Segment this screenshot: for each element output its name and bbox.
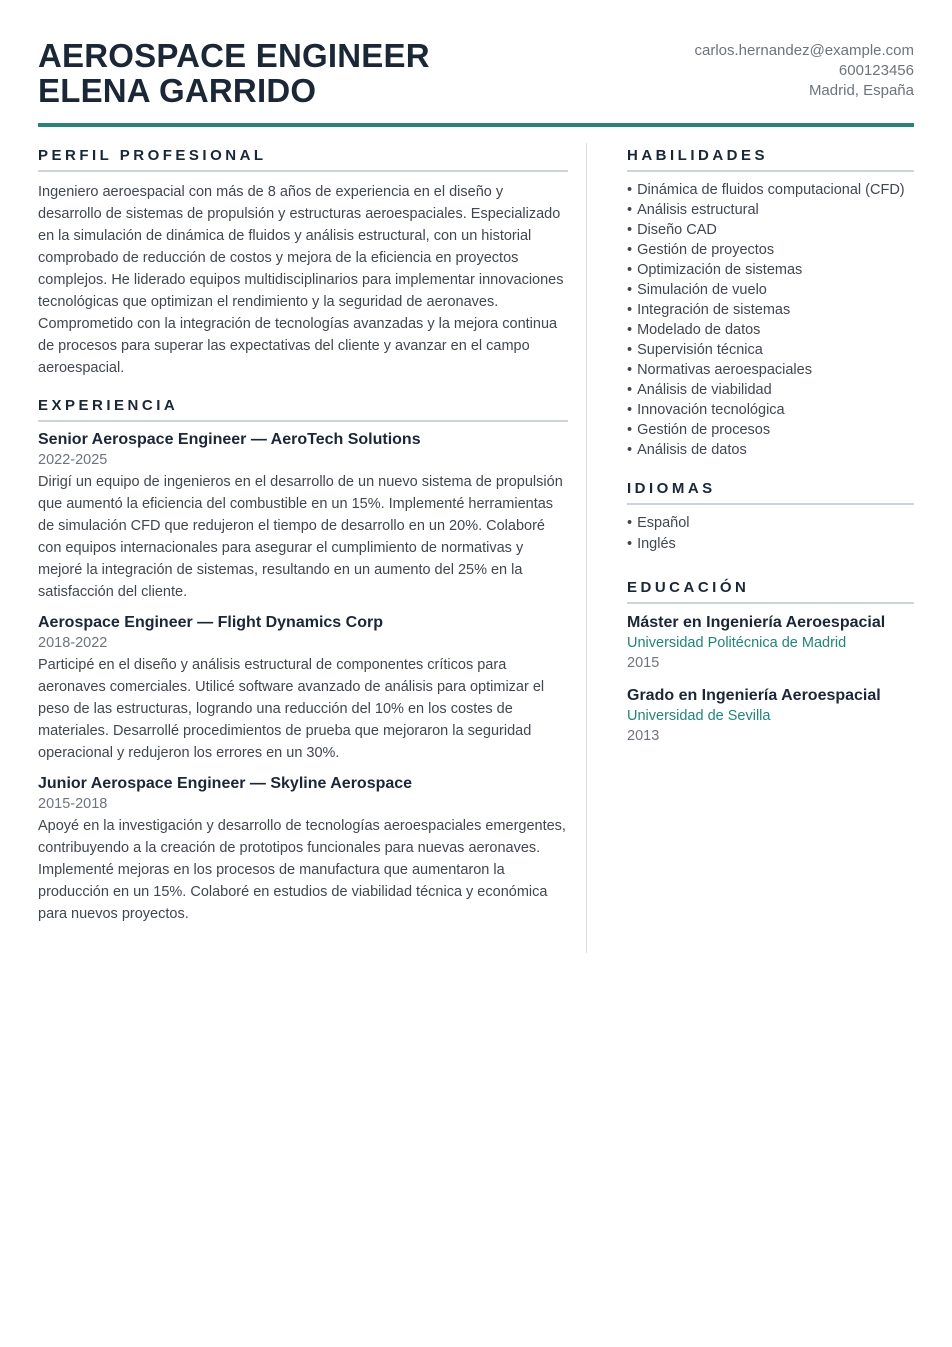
skills-list xyxy=(627,180,914,460)
section-heading-languages: IDIOMAS xyxy=(627,476,914,505)
skill-label: Innovación tecnológica xyxy=(637,402,785,418)
skill-item xyxy=(627,320,914,340)
skill-item xyxy=(627,380,914,400)
job-list xyxy=(38,430,568,925)
skill-label: Análisis de viabilidad xyxy=(637,382,772,398)
contact-location: Madrid, España xyxy=(808,82,914,99)
skill-item xyxy=(627,220,914,240)
bullet-glyph: • xyxy=(627,362,633,378)
language-item xyxy=(627,513,914,534)
bullet-glyph: • xyxy=(627,382,633,398)
contact-info xyxy=(695,38,915,101)
skill-item xyxy=(627,360,914,380)
skill-label: Optimización de sistemas xyxy=(637,262,803,278)
bullet-glyph: • xyxy=(627,262,633,278)
job-title: Aerospace Engineer — Flight Dynamics Corp xyxy=(38,614,383,631)
section-heading-education: EDUCACIÓN xyxy=(627,575,914,604)
bullet-glyph: • xyxy=(627,282,633,298)
skill-item xyxy=(627,200,914,220)
header-accent-rule xyxy=(38,123,914,127)
section-heading-skills: HABILIDADES xyxy=(627,143,914,172)
degree-year: 2015 xyxy=(627,655,660,671)
job-title: Junior Aerospace Engineer — Skyline Aerospace xyxy=(38,775,413,792)
section-education xyxy=(627,575,914,746)
skill-label: Gestión de procesos xyxy=(637,422,771,438)
section-experience xyxy=(38,393,568,925)
skill-label: Normativas aeroespaciales xyxy=(637,362,812,378)
title-person-name: ELENA GARRIDO xyxy=(38,72,317,109)
bullet-glyph: • xyxy=(627,515,633,531)
title-role: AEROSPACE ENGINEER xyxy=(38,37,430,74)
bullet-glyph: • xyxy=(627,422,633,438)
bullet-glyph: • xyxy=(627,302,633,318)
job-description: Participé en el diseño y análisis estructural de componentes críticos para aeronaves comerciales. Utilicé software avanzado de análisis para optimizar el peso de las estructuras, logrando una reducción del 10% en los costes de materiales. Desarrollé procedimientos de prueba que mejoraron la seguridad operacional y redujeron los errores en un 30%. xyxy=(38,657,545,761)
left-column xyxy=(38,143,568,953)
skill-label: Análisis de datos xyxy=(637,442,747,458)
skill-item xyxy=(627,240,914,260)
section-skills xyxy=(627,143,914,460)
skill-label: Dinámica de fluidos computacional (CFD) xyxy=(637,182,905,198)
skill-label: Modelado de datos xyxy=(637,322,761,338)
language-item xyxy=(627,534,914,555)
skill-label: Diseño CAD xyxy=(637,222,717,238)
contact-email: carlos.hernandez@example.com xyxy=(694,42,914,59)
languages-list xyxy=(627,513,914,555)
page-title xyxy=(38,38,430,108)
right-column xyxy=(627,143,914,953)
job-dates: 2022-2025 xyxy=(38,452,108,468)
skill-label: Integración de sistemas xyxy=(637,302,791,318)
skill-item xyxy=(627,340,914,360)
skill-item xyxy=(627,440,914,460)
column-divider xyxy=(586,143,587,953)
header xyxy=(38,38,914,108)
contact-phone: 600123456 xyxy=(838,62,914,79)
job-description: Apoyé en la investigación y desarrollo de tecnologías aeroespaciales emergentes, contribuyendo a la creación de prototipos funcionales para nuevas aeronaves. Implementé mejoras en los procesos de manufactura que aumentaron la producción en un 15%. Colaboré en estudios de viabilidad técnica y económica para nuevos proyectos. xyxy=(38,818,566,922)
skill-item xyxy=(627,180,914,200)
bullet-glyph: • xyxy=(627,322,633,338)
bullet-glyph: • xyxy=(627,442,633,458)
section-profile xyxy=(38,143,568,379)
bullet-glyph: • xyxy=(627,242,633,258)
job-entry xyxy=(38,774,568,925)
skill-label: Gestión de proyectos xyxy=(637,242,775,258)
degree-title: Máster en Ingeniería Aeroespacial xyxy=(627,614,886,631)
degree-entry xyxy=(627,613,914,673)
job-title: Senior Aerospace Engineer — AeroTech Solutions xyxy=(38,431,421,448)
section-heading-experience: EXPERIENCIA xyxy=(38,393,568,422)
section-languages xyxy=(627,476,914,555)
language-label: Inglés xyxy=(637,536,676,552)
bullet-glyph: • xyxy=(627,342,633,358)
skill-item xyxy=(627,280,914,300)
language-label: Español xyxy=(637,515,690,531)
bullet-glyph: • xyxy=(627,402,633,418)
job-entry xyxy=(38,430,568,603)
degree-school: Universidad de Sevilla xyxy=(627,708,771,724)
degree-list xyxy=(627,613,914,746)
job-entry xyxy=(38,613,568,764)
skill-label: Simulación de vuelo xyxy=(637,282,767,298)
bullet-glyph: • xyxy=(627,222,633,238)
degree-entry xyxy=(627,686,914,746)
skill-label: Supervisión técnica xyxy=(637,342,763,358)
skill-item xyxy=(627,260,914,280)
section-heading-profile: PERFIL PROFESIONAL xyxy=(38,143,568,172)
degree-year: 2013 xyxy=(627,728,660,744)
bullet-glyph: • xyxy=(627,536,633,552)
job-dates: 2018-2022 xyxy=(38,635,108,651)
content-columns xyxy=(38,143,914,953)
job-dates: 2015-2018 xyxy=(38,796,108,812)
skill-item xyxy=(627,420,914,440)
skill-item xyxy=(627,300,914,320)
bullet-glyph: • xyxy=(627,202,633,218)
bullet-glyph: • xyxy=(627,182,633,198)
job-description: Dirigí un equipo de ingenieros en el desarrollo de un nuevo sistema de propulsión que aumentó la eficiencia del combustible en un 15%. Implementé herramientas de simulación CFD que redujeron el tiempo de desarrollo en un 20%. Colaboré con equipos internacionales para asegurar el cumplimiento de normativas y mejoré la integración de sistemas, resultando en un aumento del 25% en la satisfacción del cliente. xyxy=(38,474,563,600)
degree-school: Universidad Politécnica de Madrid xyxy=(627,635,847,651)
skill-item xyxy=(627,400,914,420)
profile-text: Ingeniero aeroespacial con más de 8 años de experiencia en el diseño y desarrollo de sistemas de propulsión y estructuras aeroespaciales. Especializado en la simulación de dinámica de fluidos y análisis estructural, con un historial comprobado de reducción de costos y mejora de la eficiencia en proyectos complejos. He liderado equipos multidisciplinarios para implementar innovaciones tecnológicas que optimizan el rendimiento y la seguridad de aeronaves. Comprometido con la integración de tecnologías avanzadas y la mejora continua de procesos para superar las expectativas del cliente y avanzar en el campo aeroespacial. xyxy=(38,184,564,376)
degree-title: Grado en Ingeniería Aeroespacial xyxy=(627,687,881,704)
skill-label: Análisis estructural xyxy=(637,202,759,218)
